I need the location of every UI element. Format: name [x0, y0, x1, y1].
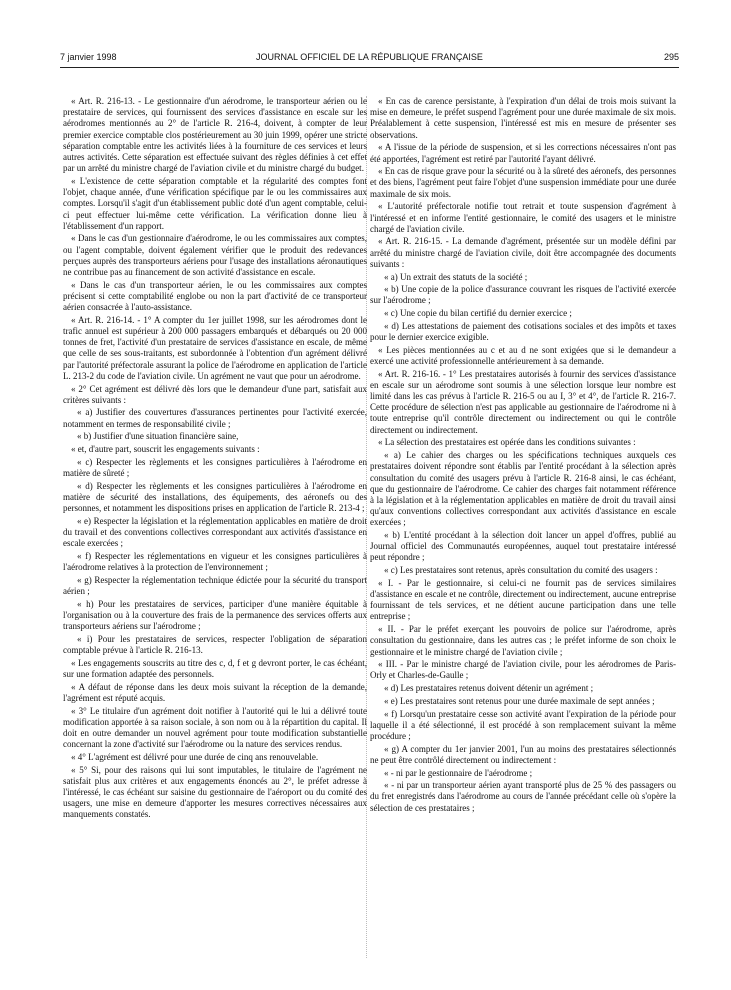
paragraph: « L'existence de cette séparation comptable et la régularité des comptes font l'objet, chaque année, d'une vérification spécifique par le ou les commissaires aux comptes. Lorsqu'il s'agit d'un établissement public doté d'un agent comptable, celui-ci peut effectuer lui-même cette vérification. La vérification donne lieu à l'établissement d'un rapport.: [63, 175, 367, 231]
paragraph: « Art. R. 216-13. - Le gestionnaire d'un aérodrome, le transporteur aérien ou le prestataire de services, qui fournissent des services d'assistance en escale sur les aérodromes mentionnés au 2° de l'article R. 216-4, doivent, à compter de leur premier exercice comptable clos postérieurement au 30 juin 1999, opérer une stricte séparation comptable entre les activités liées à la fourniture de ces services et leurs autres activités. Cette séparation est effectuée suivant des règles définies à cet effet par un arrêté du ministre chargé de l'aviation civile et du ministre chargé du budget.: [63, 96, 367, 174]
paragraph: « e) Les prestataires sont retenus pour une durée maximale de sept années ;: [384, 695, 655, 706]
paragraph: « - ni par le gestionnaire de l'aérodrome ;: [384, 767, 533, 778]
paragraph: « b) L'entité procédant à la sélection doit lancer un appel d'offres, publié au Journal officiel des Communautés européennes, auquel tout prestataire intéressé peut répondre ;: [370, 530, 676, 563]
paragraph: « c) Les prestataires sont retenus, après consultation du comité des usagers :: [384, 565, 658, 576]
paragraph: « Art. R. 216-14. - 1° A compter du 1er juillet 1998, sur les aérodromes dont le trafic annuel est supérieur à 200 000 passagers embarqués et débarqués ou 20 000 tonnes de fret, l'activité d'un prestataire de services d'assistance en escale, de même que celle de ses sous-traitants, est subordonnée à l'obtention d'un agrément délivré par l'autorité préfectorale assurant la police de l'aérodrome en application de l'article L. 213-2 du code de l'aviation civile. Un agrément ne vaut que pour un aérodrome.: [63, 314, 367, 381]
paragraph: « Les pièces mentionnées au c et au d ne sont exigées que si le demandeur a exercé une activité professionnelle antérieurement à sa demande.: [370, 344, 676, 366]
paragraph: « d) Respecter les règlements et les consignes particulières à l'aérodrome en matière de sécurité des installations, des équipements, des aéronefs ou des personnes, et notamment les dispositions prises en application de l'article R. 213-4 ;: [63, 480, 367, 514]
paragraph: « 3° Le titulaire d'un agrément doit notifier à l'autorité qui le lui a délivré toute modification apportée à sa raison sociale, à son nom ou à la répartition du capital. Il doit en outre demander un nouvel agrément pour toute modification substantielle concernant la zone d'activité sur l'aérodrome ou la nature des services rendus.: [63, 705, 367, 750]
journal-title: JOURNAL OFFICIEL DE LA RÉPUBLIQUE FRANÇAISE: [256, 52, 483, 62]
paragraph: « b) Une copie de la police d'assurance couvrant les risques de l'activité exercée sur l'aérodrome ;: [370, 284, 676, 306]
paragraph: « 2° Cet agrément est délivré dès lors que le demandeur d'une part, satisfait aux critères suivants :: [63, 383, 367, 405]
paragraph: « c) Une copie du bilan certifié du dernier exercice ;: [384, 308, 572, 319]
paragraph: « f) Lorsqu'un prestataire cesse son activité avant l'expiration de la période pour laquelle il a été sélectionné, il est procédé à son remplacement suivant la même procédure ;: [370, 708, 676, 741]
paragraph: « Art. R. 216-15. - La demande d'agrément, présentée sur un modèle défini par arrêté du ministre chargé de l'aviation civile, doit être accompagnée des documents suivants :: [370, 236, 676, 269]
paragraph: « e) Respecter la législation et la réglementation applicables en matière de droit du travail et des conventions collectives correspondant aux activités d'assistance en escale exercées ;: [63, 515, 367, 549]
paragraph: « g) Respecter la réglementation technique édictée pour la sécurité du transport aérien ;: [63, 574, 367, 597]
paragraph: « h) Pour les prestataires de services, participer d'une manière équitable à l'organisation ou à la couverture des frais de la permanence des services offerts aux transporteurs aériens sur l'aérodrome ;: [63, 598, 367, 632]
page-number: 295: [663, 52, 679, 62]
paragraph: « III. - Par le ministre chargé de l'aviation civile, pour les aérodromes de Paris-Orly et Charles-de-Gaulle ;: [370, 659, 676, 681]
paragraph: « La sélection des prestataires est opérée dans les conditions suivantes :: [378, 437, 636, 448]
paragraph: « d) Les prestataires retenus doivent détenir un agrément ;: [384, 683, 594, 694]
right-column: [370, 96, 676, 815]
paragraph: « et, d'autre part, souscrit les engagements suivants :: [71, 444, 260, 455]
paragraph: « L'autorité préfectorale notifie tout retrait et toute suspension d'agrément à l'intéressé et en informe l'entité gestionnaire, le comité des usagers et le ministre chargé de l'aviation civile.: [370, 201, 676, 234]
paragraph: « I. - Par le gestionnaire, si celui-ci ne fournit pas de services similaires d'assistance en escale et ne contrôle, directement ou indirectement, aucune entreprise fournissant de tels services, et ne détient aucune participation dans une telle entreprise ;: [370, 577, 676, 622]
paragraph: « 4° L'agrément est délivré pour une durée de cinq ans renouvelable.: [71, 751, 319, 762]
paragraph: « d) Les attestations de paiement des cotisations sociales et des impôts et taxes pour le dernier exercice exigible.: [370, 320, 676, 343]
paragraph: « 5° Si, pour des raisons qui lui sont imputables, le titulaire de l'agrément ne satisfait plus aux critères et aux engagements énoncés au 2°, le préfet adresse à l'intéressé, le cas échéant sur saisine du gestionnaire de l'aéroport ou du comité des usagers, une mise en demeure d'apporter les mesures correctives nécessaires aux manquements constatés.: [63, 764, 367, 820]
issue-date: 7 janvier 1998: [60, 52, 117, 62]
paragraph: « Art. R. 216-16. - 1° Les prestataires autorisés à fournir des services d'assistance en escale sur un aérodrome sont soumis à une sélection lorsque leur nombre est limité dans les cas prévus à l'article R. 216-5 ou au I, 3° et 4°, de l'article R. 216-7. Cette procédure de sélection n'est pas applicable au gestionnaire de l'aérodrome ni à toute entreprise qu'il contrôle directement ou indirectement ou qui le contrôle directement ou indirectement.: [370, 368, 676, 435]
paragraph: « Dans le cas d'un gestionnaire d'aérodrome, le ou les commissaires aux comptes, ou l'agent comptable, doivent également vérifier que le produit des redevances perçues auprès des transporteurs aériens pour l'usage des installations aéronautiques ne contribue pas au financement de son activité d'assistance en escale.: [63, 233, 367, 278]
paragraph: « A défaut de réponse dans les deux mois suivant la réception de la demande, l'agrément est réputé acquis.: [63, 681, 367, 703]
paragraph: « Dans le cas d'un transporteur aérien, le ou les commissaires aux comptes précisent si cette comptabilité englobe ou non la part d'activité de ce transporteur aérien consacrée à l'auto-assistance.: [63, 279, 367, 313]
header-rule: [60, 67, 679, 68]
paragraph: « g) A compter du 1er janvier 2001, l'un au moins des prestataires sélectionnés ne peut être contrôlé directement ou indirectement :: [370, 743, 676, 765]
paragraph: « f) Respecter les réglementations en vigueur et les consignes particulières à l'aérodrome relatives à la protection de l'environnement ;: [63, 550, 367, 573]
paragraph: « a) Justifier des couvertures d'assurances pertinentes pour l'activité exercée, notamment en termes de responsabilité civile ;: [63, 407, 367, 429]
paragraph: « Les engagements souscrits au titre des c, d, f et g devront porter, le cas échéant, sur une formation adaptée des personnels.: [63, 657, 367, 679]
paragraph: « II. - Par le préfet exerçant les pouvoirs de police sur l'aérodrome, après consultation du gestionnaire, dans les autres cas ; le préfet informe de son choix le gestionnaire et le ministre chargé de l'aviation civile ;: [370, 624, 676, 657]
left-column: [63, 96, 367, 822]
paragraph: « a) Un extrait des statuts de la société ;: [384, 271, 528, 282]
paragraph: « - ni par un transporteur aérien ayant transporté plus de 25 % des passagers ou du fret enregistrés dans l'aérodrome au cours de l'année précédant celle où s'opère la sélection de ces prestataires ;: [370, 780, 676, 813]
paragraph: « En cas de carence persistante, à l'expiration d'un délai de trois mois suivant la mise en demeure, le préfet suspend l'agrément pour une durée maximale de six mois. Préalablement à cette suspension, l'intéressé est mis en mesure de présenter ses observations.: [370, 96, 676, 140]
paragraph: « En cas de risque grave pour la sécurité ou à la sûreté des aéronefs, des personnes et des biens, l'agrément peut faire l'objet d'une suspension immédiate pour une durée maximale de six mois.: [370, 166, 676, 199]
paragraph: « a) Le cahier des charges ou les spécifications techniques auxquels ces prestataires doivent répondre sont établis par l'entité procédant à la sélection après consultation du comité des usagers prévu à l'article R. 216-8 ainsi, le cas échéant, que du gestionnaire de l'aérodrome. Ce cahier des charges fait notamment référence à la législation et à la réglementation applicables en matière de droit du travail ainsi qu'aux conventions collectives correspondant aux activités d'assistance en escale exercées ;: [370, 450, 676, 528]
paragraph: « i) Pour les prestataires de services, respecter l'obligation de séparation comptable prévue à l'article R. 216-13.: [63, 633, 367, 656]
paragraph: « A l'issue de la période de suspension, et si les corrections nécessaires n'ont pas été apportées, l'agrément est retiré par l'autorité l'ayant délivré.: [370, 142, 676, 164]
paragraph: « c) Respecter les règlements et les consignes particulières à l'aérodrome en matière de sûreté ;: [63, 456, 367, 478]
page-header: [60, 52, 679, 66]
paragraph: « b) Justifier d'une situation financière saine,: [77, 431, 239, 442]
